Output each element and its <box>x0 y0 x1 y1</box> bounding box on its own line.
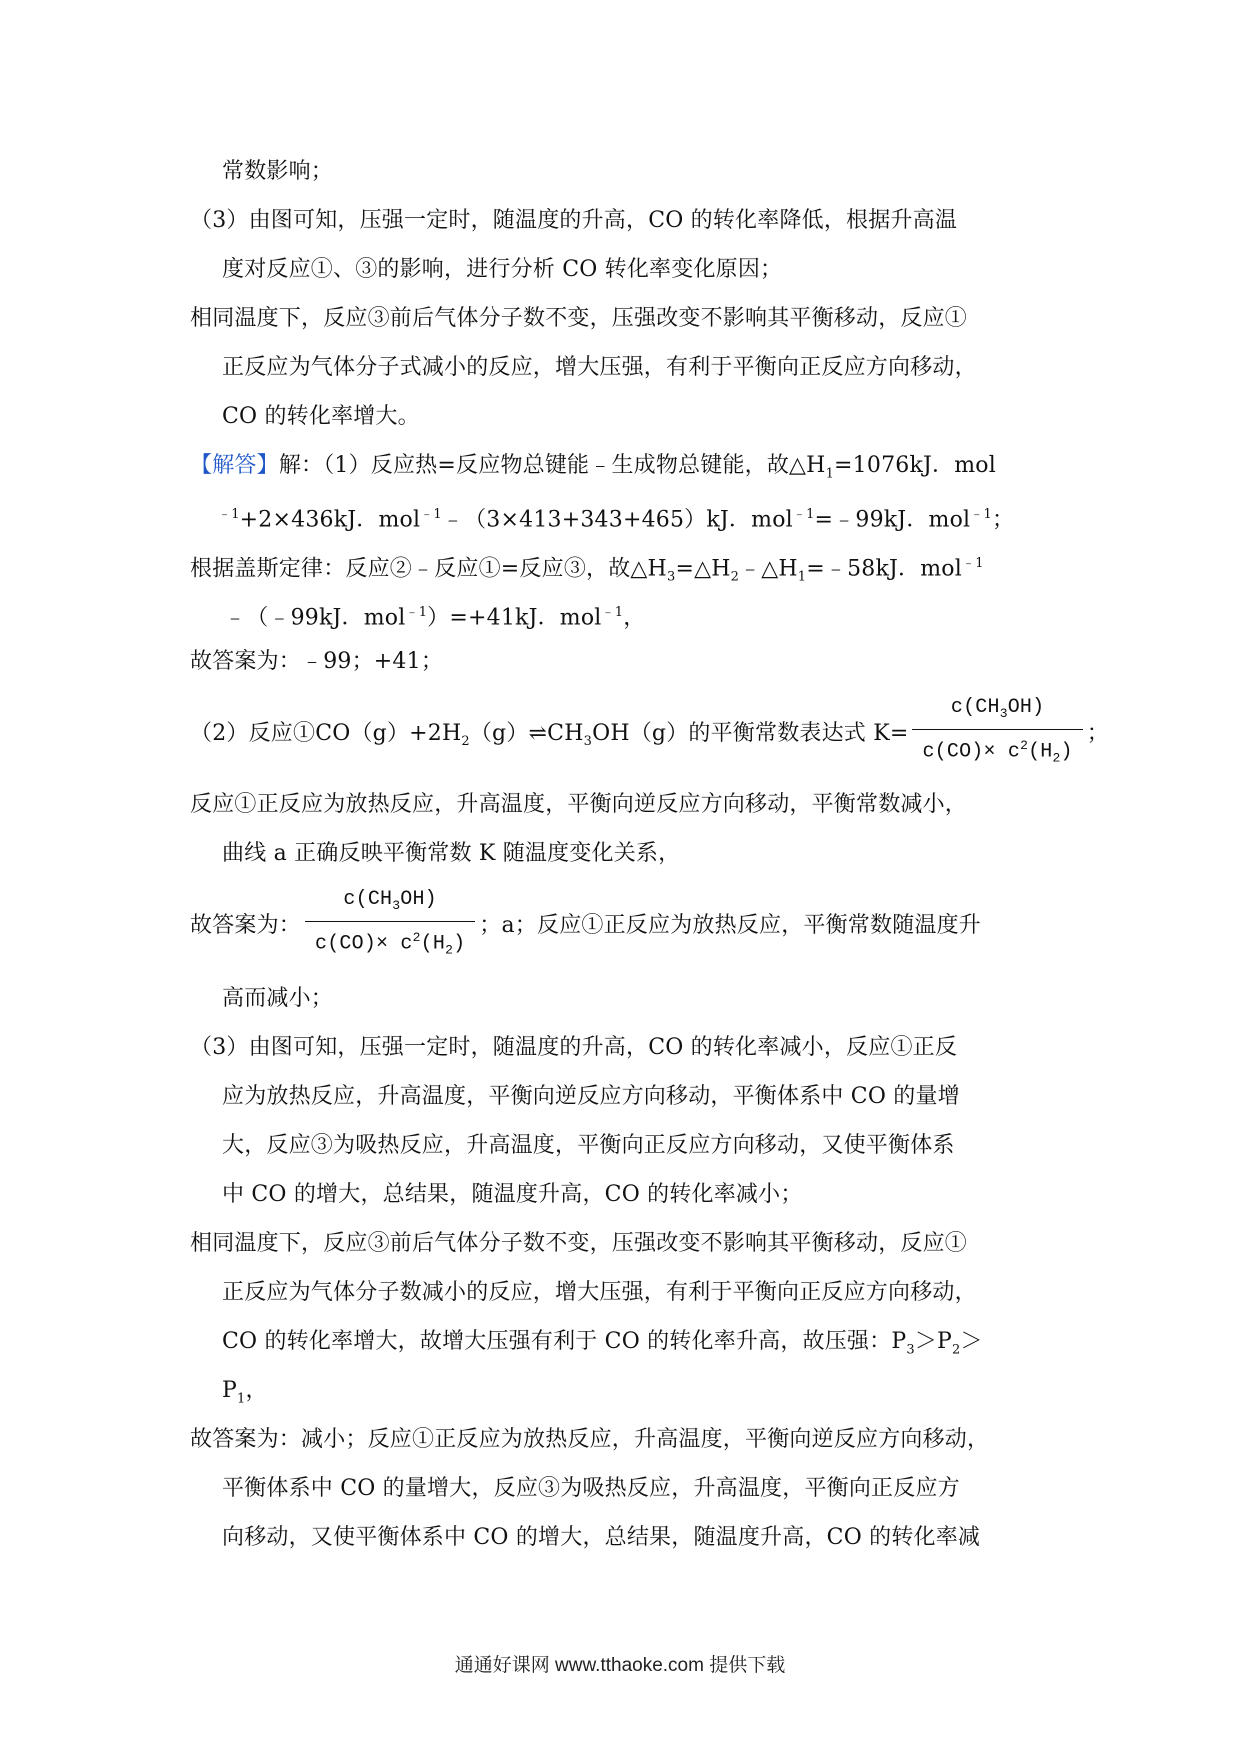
equation-line: 故答案为： $\frac{c(CH_3OH)}{c(CO)\times c^2(H_2)}$ ；a；反应①正反应为放热反应，平衡常数随温度升 <box>190 888 981 964</box>
fraction-denominator: $c(CO)\times c^2(H_2)$ <box>305 921 475 964</box>
text-line: （3）由图可知，压强一定时，随温度的升高，CO 的转化率减小，反应①正反 <box>190 1035 958 1060</box>
text-line: 高而减小； <box>222 986 334 1011</box>
text-line: 正反应为气体分子式减小的反应，增大压强，有利于平衡向正反应方向移动， <box>222 355 977 380</box>
text-line: （3）由图可知，压强一定时，随温度的升高，CO 的转化率降低，根据升高温 <box>190 208 958 233</box>
text-line: 根据盖斯定律：反应②﹣反应①=反应③，故$\triangle H_3=\triangle H_2﹣\triangle H_1=﹣58kJ$．mol$^{﹣1}$ <box>190 556 984 585</box>
text-line: 曲线 a 正确反映平衡常数 K 随温度变化关系， <box>222 841 681 866</box>
text-line: 应为放热反应，升高温度，平衡向逆反应方向移动，平衡体系中 CO 的量增 <box>222 1084 960 1109</box>
text-line: 向移动，又使平衡体系中 CO 的增大，总结果，随温度升高，CO 的转化率减 <box>222 1525 981 1550</box>
text-line: 反应①正反应为放热反应，升高温度，平衡向逆反应方向移动，平衡常数减小， <box>190 792 968 817</box>
equilibrium-constant-fraction <box>912 696 1082 772</box>
equation-line: （2）反应$①CO(g)+2H_2(g)\rightleftharpoons CH_3OH(g)$的平衡常数表达式 K= $\frac{c(CH_3OH)}{c(CO)\times c^2(H_2)}$ ； <box>190 696 1109 772</box>
answer-line: 【解答】解：（1）反应热=反应物总键能﹣生成物总键能，故$\triangle H_1=1076kJ$．mol <box>190 453 996 482</box>
fraction-denominator: $c(CO)\times c^2(H_2)$ <box>912 729 1082 772</box>
text-line: 大，反应③为吸热反应，升高温度，平衡向正反应方向移动，又使平衡体系 <box>222 1133 955 1158</box>
fraction-numerator: $c(CH_3OH)$ <box>343 888 437 913</box>
text-line: 相同温度下，反应③前后气体分子数不变，压强改变不影响其平衡移动，反应① <box>190 1231 968 1256</box>
equilibrium-constant-fraction <box>305 888 475 964</box>
text-line: CO 的转化率增大，故增大压强有利于 CO 的转化率升高，故压强：$P_3>P_2>$ <box>222 1329 983 1358</box>
text-line: $^{﹣1}$+2×436kJ．mol$^{﹣1}$﹣（3×413+343+465）kJ．mol$^{﹣1}$=﹣99kJ．mol$^{﹣1}$； <box>218 507 1015 533</box>
text-line: 故答案为：﹣99；+41； <box>190 649 444 674</box>
text-line: ﹣（﹣99kJ．mol$^{﹣1}$）=+41kJ．mol$^{﹣1}$， <box>224 605 646 631</box>
text-line: 平衡体系中 CO 的量增大，反应③为吸热反应，升高温度，平衡向正反应方 <box>222 1476 960 1501</box>
text-line: 常数影响； <box>222 159 334 184</box>
fraction-numerator: $c(CH_3OH)$ <box>950 696 1045 721</box>
answer-tag: 【解答】 <box>190 453 279 478</box>
page-footer: 通通好课网 www.tthaoke.com 提供下载 <box>454 1655 786 1676</box>
text-line: 故答案为：减小；反应①正反应为放热反应，升高温度，平衡向逆反应方向移动， <box>190 1427 990 1452</box>
text-line: 中 CO 的增大，总结果，随温度升高，CO 的转化率减小； <box>222 1182 803 1207</box>
text-line: $P_1$， <box>222 1378 268 1407</box>
text-line: 度对反应①、③的影响，进行分析 CO 转化率变化原因； <box>222 257 783 282</box>
text-line: 正反应为气体分子数减小的反应，增大压强，有利于平衡向正反应方向移动， <box>222 1280 977 1305</box>
text-line: CO 的转化率增大。 <box>222 404 420 429</box>
text-line: 相同温度下，反应③前后气体分子数不变，压强改变不影响其平衡移动，反应① <box>190 306 968 331</box>
